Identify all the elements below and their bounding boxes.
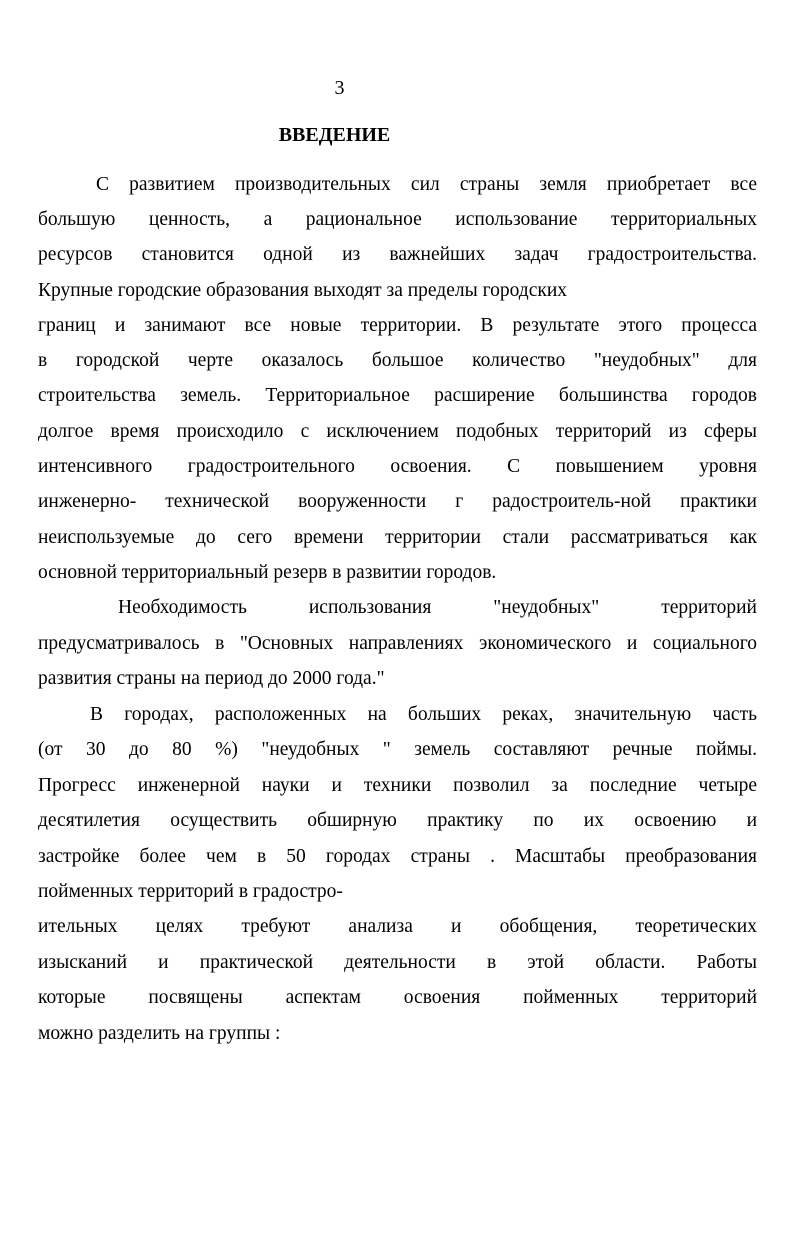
text-line: изысканий и практической деятельности в этой области. Работы	[38, 952, 757, 973]
text-line: большую ценность, а рациональное использование территориальных	[38, 209, 757, 230]
text-line: ресурсов становится одной из важнейших задач градостроительства.	[38, 244, 757, 265]
page-title: ВВЕДЕНИЕ	[278, 124, 391, 146]
text-line: неиспользуемые до сего времени территории стали рассматриваться как	[38, 527, 757, 548]
text-line: в городской черте оказалось большое количество "неудобных" для	[38, 350, 757, 371]
text-line: Прогресс инженерной науки и техники позволил за последние четыре	[38, 775, 757, 796]
text-line: пойменных территорий в градостро-	[38, 881, 343, 902]
page-number: 3	[334, 77, 345, 99]
text-line: можно разделить на группы :	[38, 1023, 281, 1044]
text-line: инженерно- технической вооруженности г радостроитель-ной практики	[38, 491, 757, 512]
text-line: интенсивного градостроительного освоения. С повышением уровня	[38, 456, 757, 477]
text-line: застройке более чем в 50 городах страны . Масштабы преобразования	[38, 846, 757, 867]
text-line: С развитием производительных сил страны земля приобретает все	[96, 174, 757, 195]
text-line: Крупные городские образования выходят за пределы городских	[38, 280, 568, 301]
text-line: десятилетия осуществить обширную практику по их освоению и	[38, 810, 757, 831]
text-line: которые посвящены аспектам освоения пойменных территорий	[38, 987, 757, 1008]
text-line: основной территориальный резерв в развитии городов.	[38, 562, 497, 583]
text-line: долгое время происходило с исключением подобных территорий из сферы	[38, 421, 757, 442]
text-line: Необходимость использования "неудобных" территорий	[118, 597, 757, 618]
text-line: строительства земель. Территориальное расширение большинства городов	[38, 385, 757, 406]
text-line: границ и занимают все новые территории. В результате этого процесса	[38, 315, 757, 336]
text-line: (от 30 до 80 %) "неудобных " земель составляют речные поймы.	[38, 739, 757, 760]
text-line: развития страны на период до 2000 года."	[38, 668, 385, 689]
text-line: В городах, расположенных на больших реках, значительную часть	[90, 704, 757, 725]
text-line: ительных целях требуют анализа и обобщения, теоретических	[38, 916, 757, 937]
text-line: предусматривалось в "Основных направлениях экономического и социального	[38, 633, 757, 654]
